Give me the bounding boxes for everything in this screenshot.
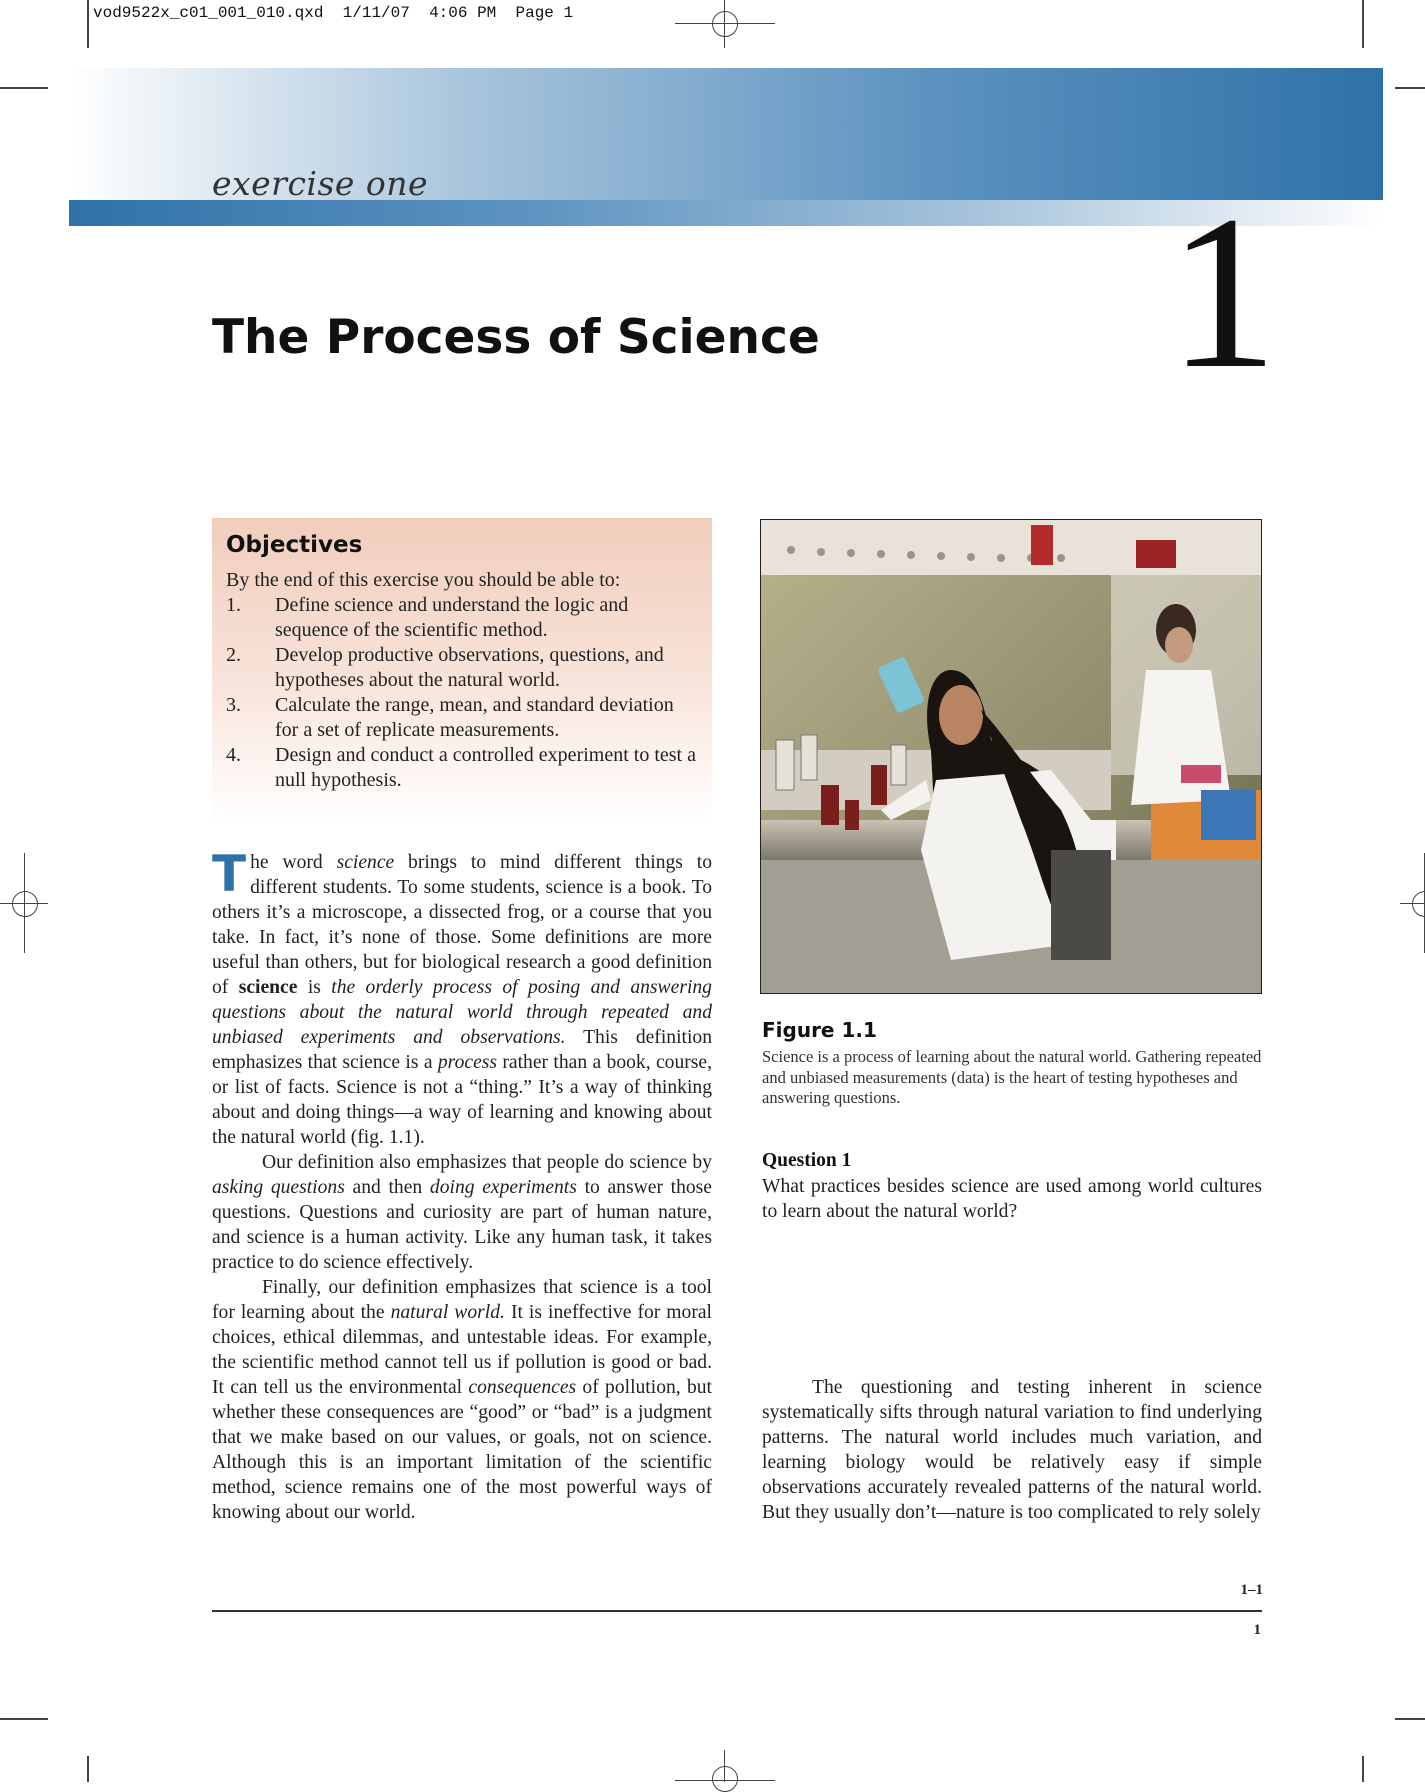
objective-number: 3. [226,694,241,716]
objectives-box [212,518,712,824]
slug-filename: vod9522x_c01_001_010.qxd [93,4,324,22]
objective-item [226,643,698,693]
chapter-number: 1 [1168,170,1278,414]
figure-photo [760,519,1262,994]
body-left-column [212,845,713,1525]
printer-slug [93,4,573,22]
text-run: This definition emphasizes that science is a [212,1027,713,1073]
page-number: 1 [1253,1622,1261,1638]
exercise-label: exercise one [212,164,429,203]
registration-bottom-circle [712,1766,738,1792]
text-run: is [297,977,332,998]
lab-scene-illustration [761,520,1261,993]
slug-time: 4:06 PM [429,4,497,22]
registration-left-circle [12,891,38,917]
text-run: and then [344,1177,430,1198]
figure-caption: Science is a process of learning about the natural world. Gathering repeated and unbiased measurements (data) is the heart of testing hypotheses and answering questions. [762,1047,1262,1107]
crop-mark-bottom-left-h [0,1718,48,1720]
objective-item [226,593,698,643]
objective-number: 1. [226,594,241,616]
objective-item [226,743,698,793]
italic-term: asking questions [212,1177,345,1198]
body-paragraph-1 [212,845,713,1150]
objective-text: Calculate the range, mean, and standard deviation for a set of replicate measurements. [275,694,674,741]
crop-mark-top-left-v [87,0,89,48]
crop-mark-bottom-left-v [87,1756,89,1782]
objectives-heading: Objectives [226,532,363,558]
footer-rule [212,1610,1262,1612]
italic-term: process [437,1052,498,1073]
body-paragraph-4: The questioning and testing inherent in science systematically sifts through natural variation to find underlying patterns. The natural world includes much variation, and learning biology would be relatively easy if simple observations accurately revealed patterns of the natural world. But they usually don’t—nature is too complicated to rely solely [762,1377,1262,1523]
objective-text: Define science and understand the logic and sequence of the scientific method. [275,594,629,641]
crop-mark-bottom-right-v [1362,1756,1364,1782]
objective-number: 2. [226,644,241,666]
registration-top-circle [712,11,738,37]
objective-text: Design and conduct a controlled experiment to test a null hypothesis. [275,744,696,791]
text-run: he word [250,852,337,873]
drop-cap: T [212,845,247,903]
question-text: What practices besides science are used among world cultures to learn about the natural world? [762,1176,1262,1222]
slug-date: 1/11/07 [342,4,410,22]
italic-term: consequences [468,1377,577,1398]
text-run: It is ineffective for moral choices, ethical dilemmas, and untestable ideas. For example, the scientific method cannot tell us if pollution is good or bad. It can tell us the environmental [212,1302,713,1398]
italic-term: science [336,852,395,873]
text-run: Our definition also emphasizes that people do science by [262,1152,712,1173]
crop-mark-top-right-h [1395,87,1425,89]
text-run: to answer those questions. Questions and curiosity are part of human nature, and science is a human activity. Like any human task, it takes practice to do science effectively. [212,1177,712,1273]
crop-mark-top-left-h [0,87,48,89]
text-run: Finally, our definition emphasizes that science is a tool for learning about the [212,1277,712,1323]
crop-mark-bottom-right-h [1395,1718,1425,1720]
text-run: brings to mind different things to different students. To some students, science is a book. To others it’s a microscope, a dissected frog, or a course that you take. In fact, it’s none of those. Some definitions are more useful than others, but for biological research a good definition of [212,852,712,998]
section-page-number: 1–1 [1240,1582,1263,1598]
objective-number: 4. [226,744,241,766]
question-label: Question 1 [762,1150,852,1171]
objectives-intro: By the end of this exercise you should be able to: [226,569,621,591]
page-title: The Process of Science [212,310,820,365]
objective-item [226,693,698,743]
body-paragraph-3 [212,1275,712,1525]
figure-label: Figure 1.1 [762,1018,877,1042]
objectives-list [226,593,698,793]
registration-right-circle [1412,891,1425,917]
text-run: of pollution, but whether these consequences are “good” or “bad” is a judgment that we make based on our values, or goals, not on science. Although this is an important limitation of the scientific method, science remains one of the most powerful ways of knowing about our world. [212,1377,713,1523]
bold-term: science [238,977,298,998]
text-run: rather than a book, course, or list of facts. Science is not a “thing.” It’s a way of thinking about and doing things—a way of learning and knowing about the natural world (fig. 1.1). [212,1052,713,1148]
crop-mark-top-right-v [1362,0,1364,48]
italic-definition: the orderly process of posing and answering questions about the natural world through repeated and unbiased experiments and observations. [212,977,712,1048]
slug-page: Page 1 [515,4,574,22]
objective-text: Develop productive observations, questions, and hypotheses about the natural world. [275,644,664,691]
body-paragraph-2 [212,1150,712,1275]
italic-term: doing experiments [429,1177,577,1198]
italic-term: natural world. [390,1302,505,1323]
